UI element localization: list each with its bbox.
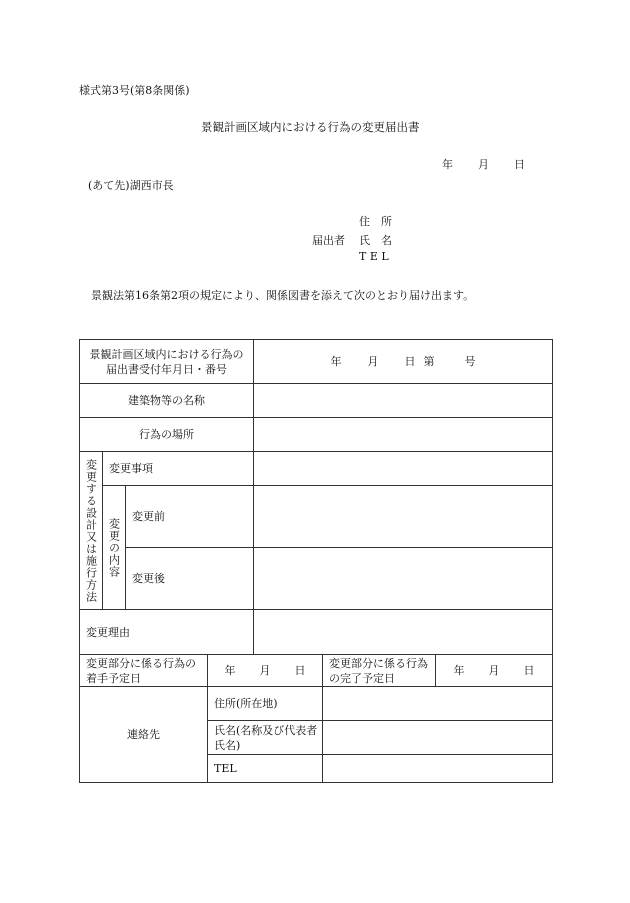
contact-tel-field[interactable] <box>323 755 553 783</box>
building-name-field[interactable] <box>254 384 553 418</box>
change-content-label: 変更の内容 <box>103 486 126 610</box>
notifier-tel-label: T E L <box>359 250 389 263</box>
before-field[interactable] <box>254 486 553 548</box>
date-year-label: 年 <box>442 158 453 171</box>
design-group-label: 変更する設計又は施行方法 <box>80 452 103 610</box>
receipt-value-field[interactable]: 年 月 日 第 号 <box>254 340 553 384</box>
before-label: 変更前 <box>126 486 254 548</box>
table-row <box>80 610 553 655</box>
contact-name-field[interactable] <box>323 721 553 755</box>
notifier-group-label: 届出者 <box>312 234 345 247</box>
table-row <box>80 687 553 721</box>
date-month-label: 月 <box>478 158 489 171</box>
table-row <box>80 548 553 610</box>
table-row <box>80 452 553 486</box>
start-date-field[interactable]: 年 月 日 <box>208 655 323 687</box>
contact-name-label: 氏名(名称及び代表者氏名) <box>208 721 323 755</box>
after-label: 変更後 <box>126 548 254 610</box>
notifier-name-label: 氏 名 <box>359 234 392 247</box>
change-notification-table <box>79 339 553 783</box>
contact-address-field[interactable] <box>323 687 553 721</box>
change-items-label: 変更事項 <box>103 452 254 486</box>
completion-date-label: 変更部分に係る行為の完了予定日 <box>323 655 436 687</box>
table-row <box>80 655 553 687</box>
addressee: (あて先)湖西市長 <box>88 179 174 192</box>
location-field[interactable] <box>254 418 553 452</box>
after-field[interactable] <box>254 548 553 610</box>
change-items-field[interactable] <box>254 452 553 486</box>
intro-text: 景観法第16条第2項の規定により、関係図書を添えて次のとおり届け出ます。 <box>91 289 475 302</box>
contact-label: 連絡先 <box>80 687 208 783</box>
start-date-label: 変更部分に係る行為の着手予定日 <box>80 655 208 687</box>
table-row <box>80 384 553 418</box>
location-label: 行為の場所 <box>80 418 254 452</box>
reason-field[interactable] <box>254 610 553 655</box>
completion-date-field[interactable]: 年 月 日 <box>436 655 553 687</box>
building-name-label: 建築物等の名称 <box>80 384 254 418</box>
table-row <box>80 340 553 384</box>
receipt-label: 景観計画区域内における行為の届出書受付年月日・番号 <box>80 340 254 384</box>
form-title: 景観計画区域内における行為の変更届出書 <box>201 120 420 134</box>
form-number: 様式第3号(第8条関係) <box>79 84 190 97</box>
notifier-address-label: 住 所 <box>359 215 392 228</box>
contact-address-label: 住所(所在地) <box>208 687 323 721</box>
table-row <box>80 418 553 452</box>
reason-label: 変更理由 <box>80 610 254 655</box>
contact-tel-label: TEL <box>208 755 323 783</box>
table-row <box>80 486 553 548</box>
date-day-label: 日 <box>514 158 525 171</box>
